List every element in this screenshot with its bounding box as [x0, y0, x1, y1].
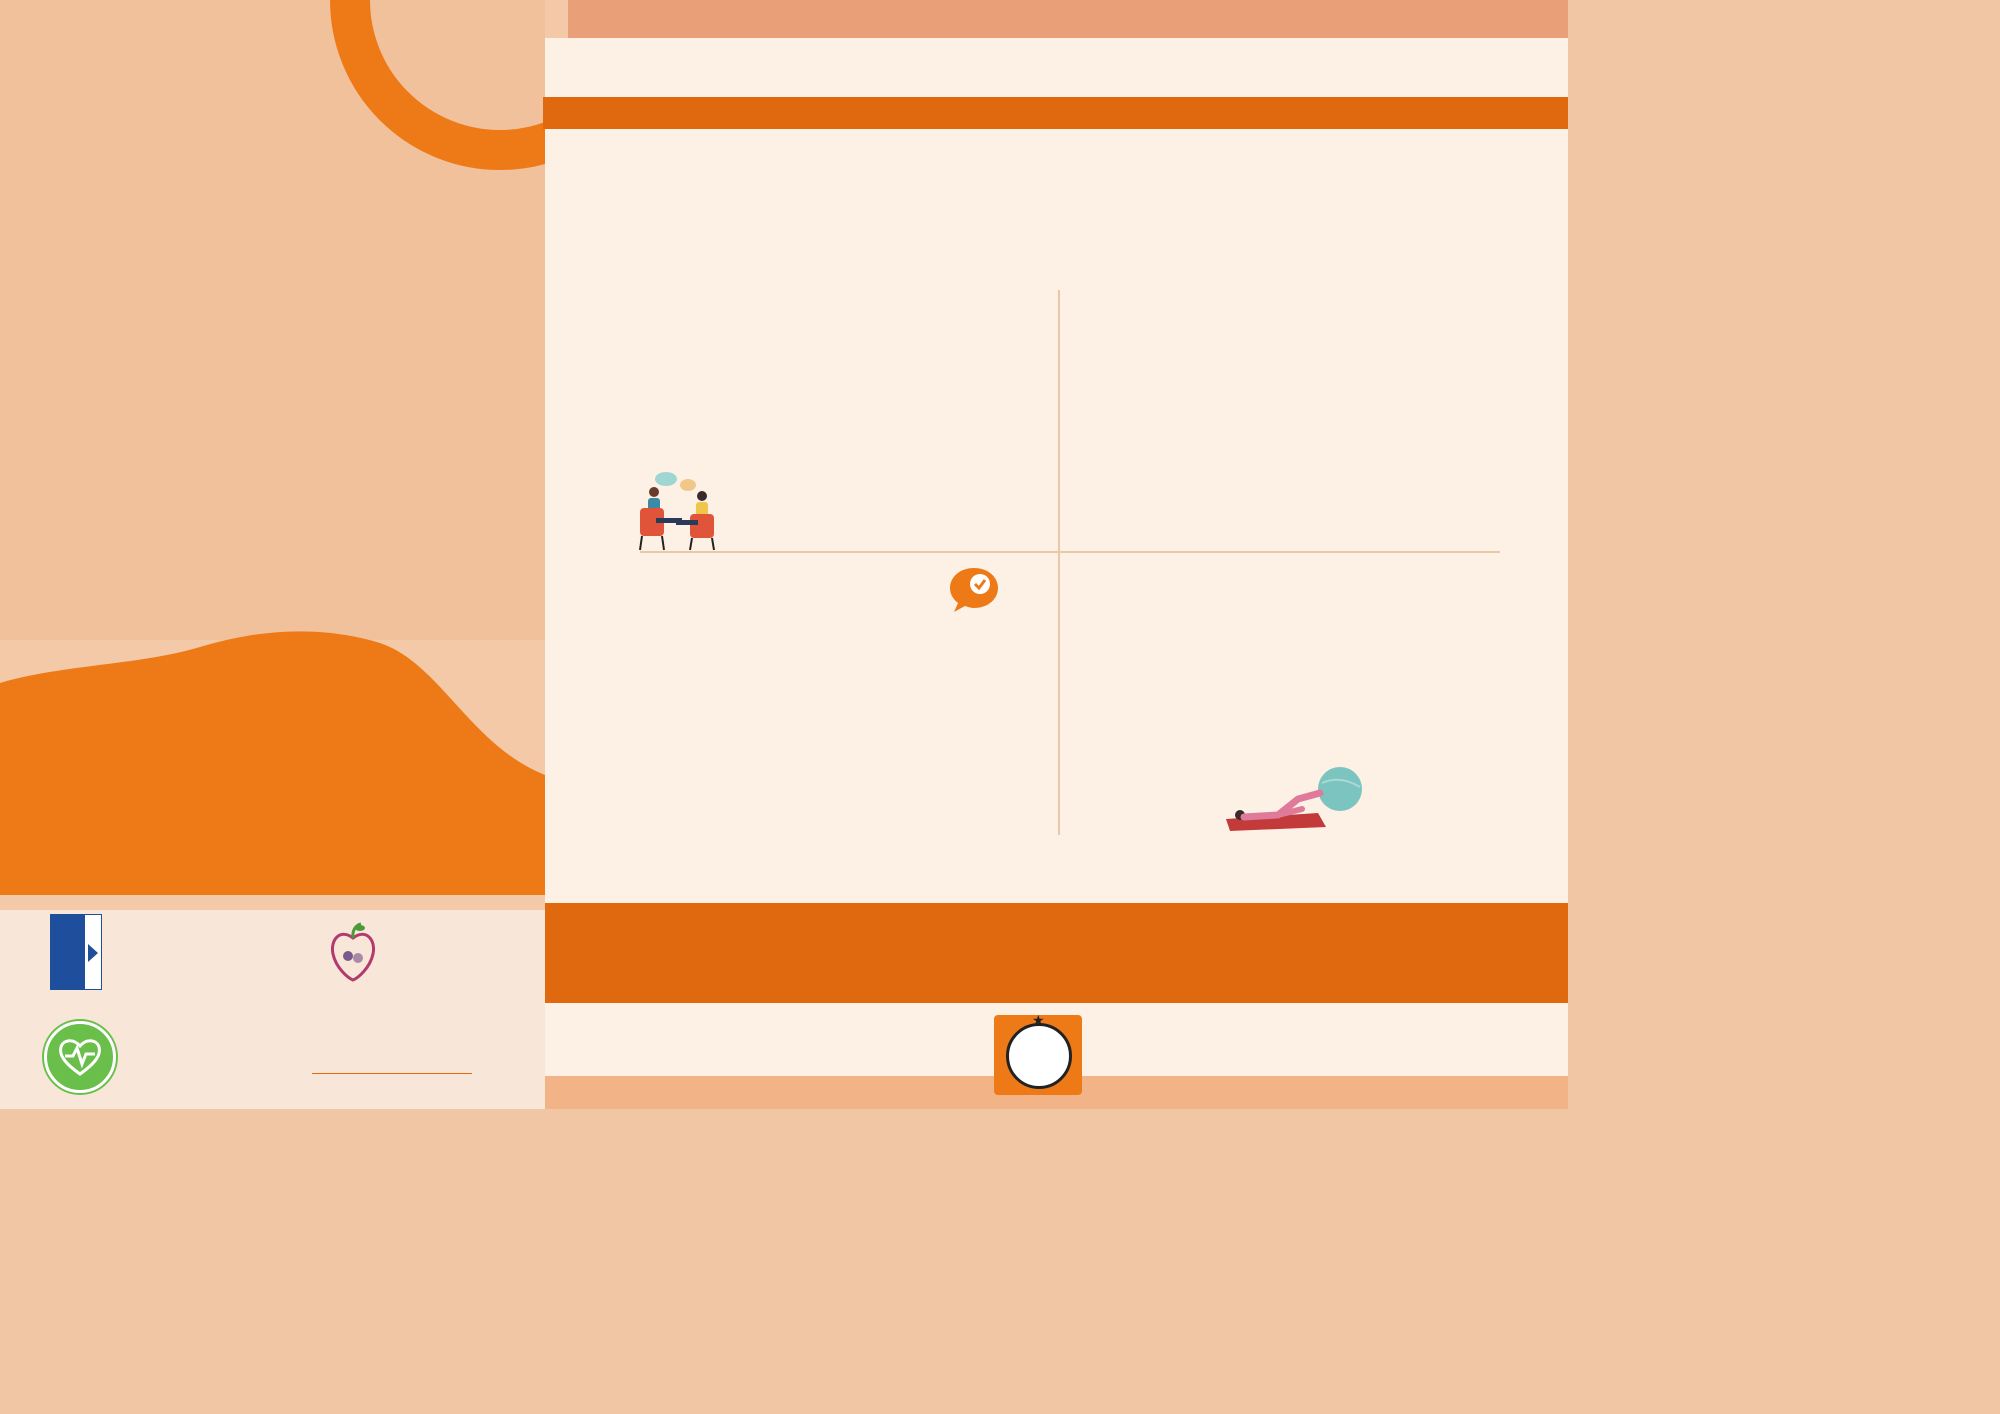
right-top-band — [568, 0, 1568, 40]
contact-wave-background — [0, 625, 545, 895]
conversation-illustration-icon — [636, 470, 720, 554]
pour-bien-vieillir-logo — [330, 920, 470, 990]
ufolep-logo — [134, 922, 309, 992]
grid-divider-horizontal — [640, 551, 1500, 553]
inolya-logo — [140, 1022, 280, 1092]
capsport-logo — [994, 1015, 1082, 1095]
carsat-logo — [310, 1024, 480, 1084]
chat-check-icon — [948, 566, 1000, 614]
capsport-star-icon: ★ — [1032, 1013, 1045, 1029]
bottom-info-bar — [545, 903, 1568, 1003]
apple-heart-icon — [330, 922, 376, 982]
grid-divider-vertical — [1058, 290, 1060, 835]
health-heart-logo — [44, 1021, 116, 1093]
herouville-logo — [50, 914, 106, 1004]
capsport-badge — [1006, 1023, 1072, 1089]
heart-pulse-icon — [47, 1024, 113, 1090]
address-bar — [543, 97, 1568, 129]
carsat-underline — [312, 1073, 472, 1074]
exercise-ball-illustration-icon — [1222, 765, 1368, 835]
